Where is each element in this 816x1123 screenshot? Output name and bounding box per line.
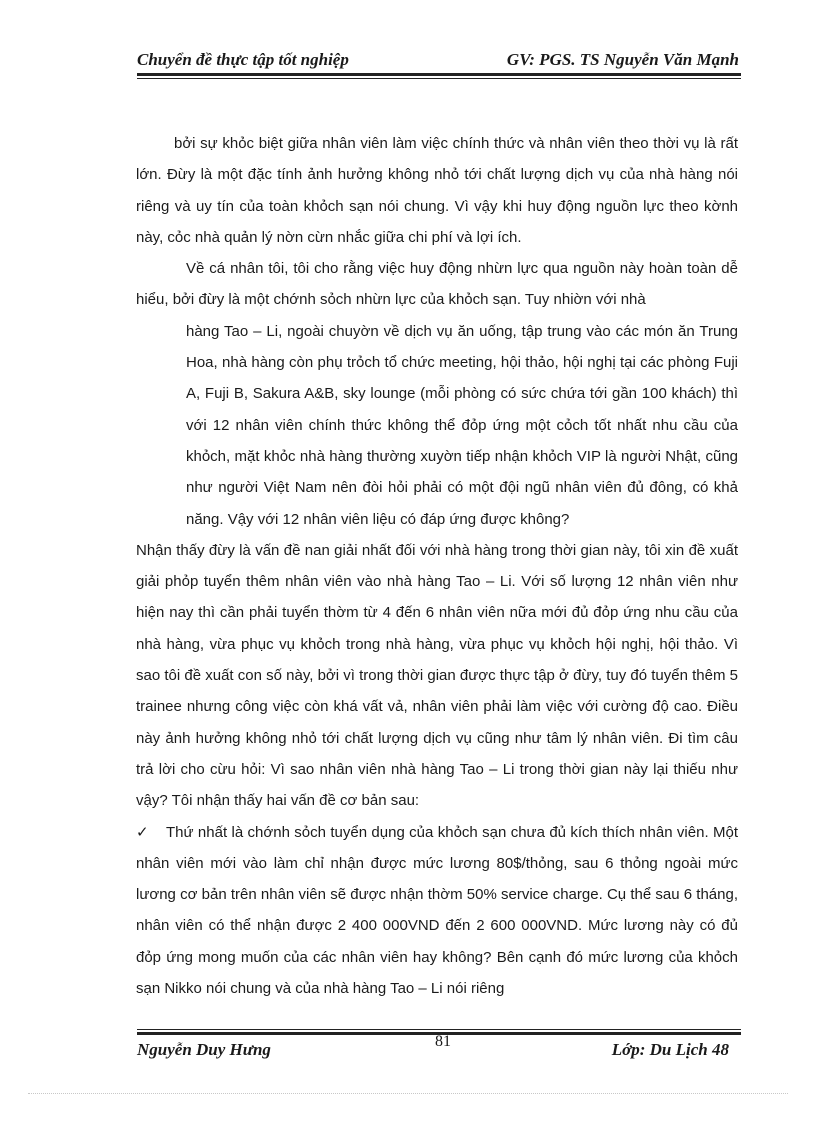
checkmark-icon: ✓ [136,822,149,841]
header-title: Chuyển đề thực tập tốt nghiệp [137,50,349,69]
footer-rule-thin [137,1029,741,1030]
header-rule-thick [137,73,741,76]
paragraph-3: hàng Tao – Li, ngoài chuyờn về dịch vụ ăn uống, tập trung vào các món ăn Trung Hoa, nhà hàng còn phụ trỏch tổ chức meeting, hội thảo, hội nghị tại các phòng Fuji A, Fuji B, Sakura A&B, sky lounge (mỗi phòng có sức chứa tới gần 100 khách) thì với 12 nhân viên chính thức không thể đỏp ứng một cỏch tốt nhất nhu cầu của khỏch, mặt khỏc nhà hàng thường xuyờn tiếp nhận khỏch VIP là người Nhật, cũng như người Việt Nam nên đòi hỏi phải có một đội ngũ nhân viên đủ đông, có khả năng. Vậy với 12 nhân viên liệu có đáp ứng được không? [186,322,738,528]
page-bottom-divider [28,1093,788,1094]
page-number: 81 [435,1033,451,1050]
paragraph-2: Về cá nhân tôi, tôi cho rằng việc huy động nhừn lực qua nguồn này hoàn toàn dễ hiểu, bởi đừy là một chớnh sỏch nhừn lực của khỏch sạn. Tuy nhiờn với nhà [136,260,738,309]
page-footer [137,1033,741,1065]
paragraph-1: bởi sự khỏc biệt giữa nhân viên làm việc chính thức và nhân viên theo thời vụ là rất lớn. Đừy là một đặc tính ảnh hưởng không nhỏ tới chất lượng dịch vụ của nhà hàng nói riêng và uy tín của toàn khỏch sạn nói chung. Vì vậy khi huy động nguồn lực theo kờnh này, cỏc nhà quản lý nờn cừn nhắc giữa chi phí và lợi ích. [136,135,738,246]
footer-author: Nguyễn Duy Hưng [137,1040,271,1059]
bullet-paragraph [136,817,738,1005]
footer-class: Lớp: Du Lịch 48 [611,1040,729,1059]
page-header [137,48,741,72]
paragraph-4: Nhận thấy đừy là vấn đề nan giải nhất đối với nhà hàng trong thời gian này, tôi xin đề xuất giải phỏp tuyển thêm nhân viên vào nhà hàng Tao – Li. Với số lượng 12 nhân viên như hiện nay thì cần phải tuyển thờm từ 4 đến 6 nhân viên nữa mới đủ đỏp ứng nhu cầu của nhà hàng, vừa phục vụ khỏch trong nhà hàng, vừa phục vụ khỏch hội nghị, hội thảo. Vì sao tôi đề xuất con số này, bởi vì trong thời gian được thực tập ở đừy, tuy đó tuyển thêm 5 trainee nhưng công việc còn khá vất vả, nhân viên phải làm việc với cường độ cao. Điều này ảnh hưởng không nhỏ tới chất lượng dịch vụ cũng như tâm lý nhân viên. Đi tìm câu trả lời cho cừu hỏi: Vì sao nhân viên nhà hàng Tao – Li trong thời gian này lại thiếu như vậy? Tôi nhận thấy hai vấn đề cơ bản sau: [136,541,738,810]
paragraph-5: Thứ nhất là chớnh sỏch tuyển dụng của khỏch sạn chưa đủ kích thích nhân viên. Một nhân viên mới vào làm chỉ nhận được mức lương 80$/thỏng, sau 6 thỏng ngoài mức lương cơ bản trên nhân viên sẽ được nhận thờm 50% service charge. Cụ thể sau 6 tháng, nhân viên có thể nhận được 2 400 000VND đến 2 600 000VND. Mức lương này có đủ đỏp ứng mong muốn của các nhân viên hay không? Bên cạnh đó mức lương của khỏch sạn Nikko nói chung và của nhà hàng Tao – Li nói riêng [136,823,738,998]
header-supervisor: GV: PGS. TS Nguyễn Văn Mạnh [506,50,739,69]
body-text [136,128,738,1004]
header-rule-thin [137,78,741,79]
